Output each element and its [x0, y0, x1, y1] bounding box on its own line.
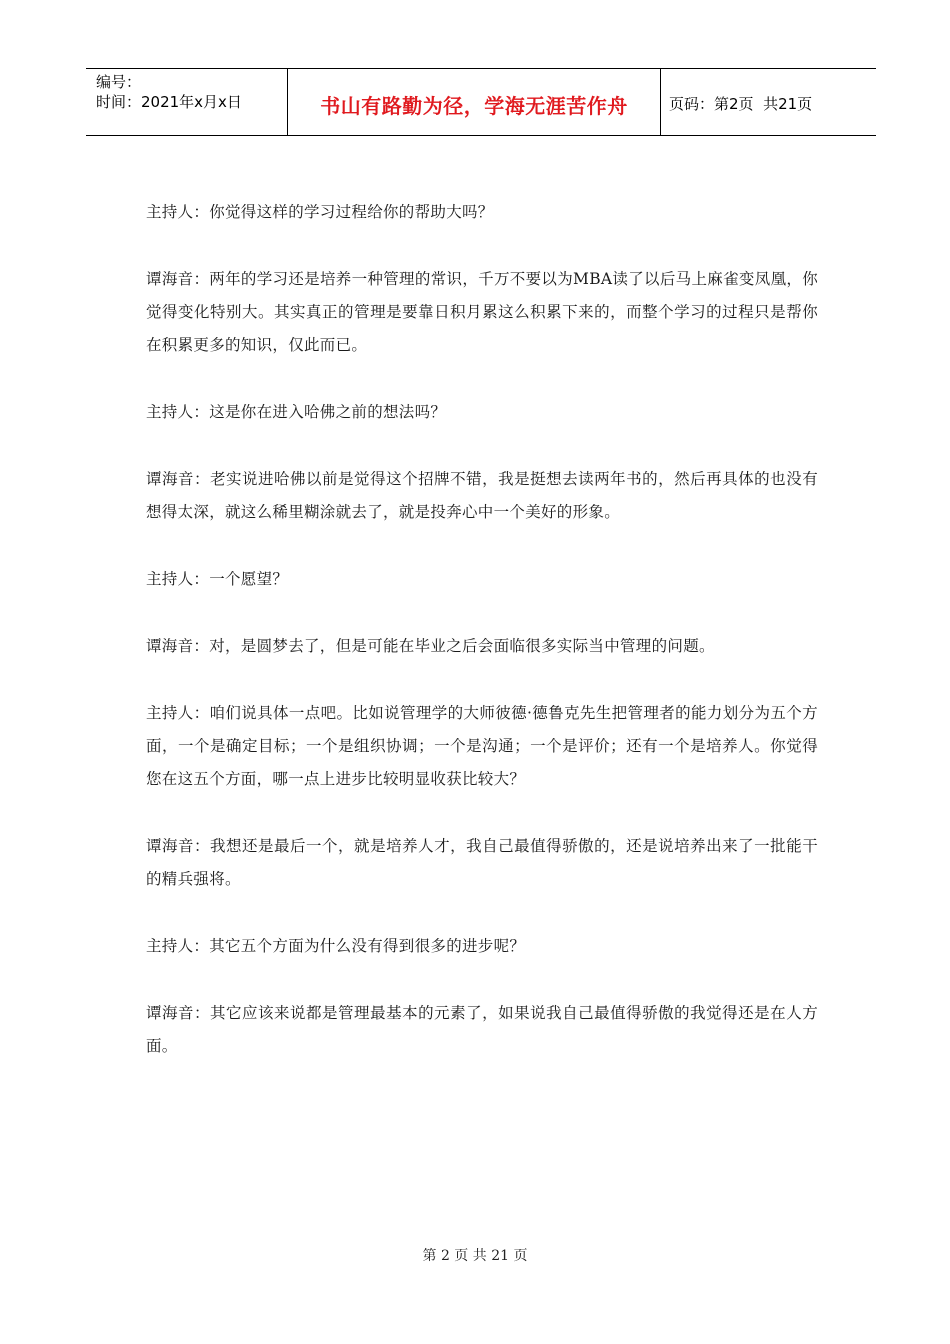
- paragraph: 谭海音：老实说进哈佛以前是觉得这个招牌不错，我是挺想去读两年书的，然后再具体的也没有想得太深，就这么稀里糊涂就去了，就是投奔心中一个美好的形象。: [146, 470, 818, 521]
- document-body: [146, 196, 818, 1097]
- time-label: 时间：2021年x月x日: [96, 93, 242, 111]
- motto-text: 书山有路勤为径，学海无涯苦作舟: [320, 93, 628, 118]
- paragraph: 谭海音：对，是圆梦去了，但是可能在毕业之后会面临很多实际当中管理的问题。: [146, 637, 715, 655]
- page-footer: 第 2 页 共 21 页: [422, 1248, 528, 1264]
- header-meta-cell: [86, 69, 288, 135]
- paragraph: 谭海音：两年的学习还是培养一种管理的常识，千万不要以为MBA读了以后马上麻雀变凤凰，你觉得变化特别大。其实真正的管理是要靠日积月累这么积累下来的，而整个学习的过程只是帮你在积累更多的知识，仅此而已。: [146, 270, 818, 354]
- header-motto-cell: [288, 69, 661, 135]
- number-label: 编号：: [96, 73, 142, 91]
- paragraph: 主持人：咱们说具体一点吧。比如说管理学的大师彼德·德鲁克先生把管理者的能力划分为五个方面，一个是确定目标；一个是组织协调；一个是沟通；一个是评价；还有一个是培养人。你觉得您在这五个方面，哪一点上进步比较明显收获比较大？: [146, 704, 818, 788]
- paragraph: 主持人：一个愿望？: [146, 570, 289, 588]
- document-header: [86, 68, 876, 136]
- paragraph: 谭海音：其它应该来说都是管理最基本的元素了，如果说我自己最值得骄傲的我觉得还是在人方面。: [146, 1004, 818, 1055]
- paragraph: 主持人：你觉得这样的学习过程给你的帮助大吗？: [146, 203, 494, 221]
- paragraph: 主持人：其它五个方面为什么没有得到很多的进步呢？: [146, 937, 526, 955]
- page-label: 页码：第2页 共21页: [669, 94, 813, 113]
- header-page-cell: [661, 69, 876, 135]
- paragraph: 谭海音：我想还是最后一个，就是培养人才，我自己最值得骄傲的，还是说培养出来了一批能干的精兵强将。: [146, 837, 818, 888]
- paragraph: 主持人：这是你在进入哈佛之前的想法吗？: [146, 403, 447, 421]
